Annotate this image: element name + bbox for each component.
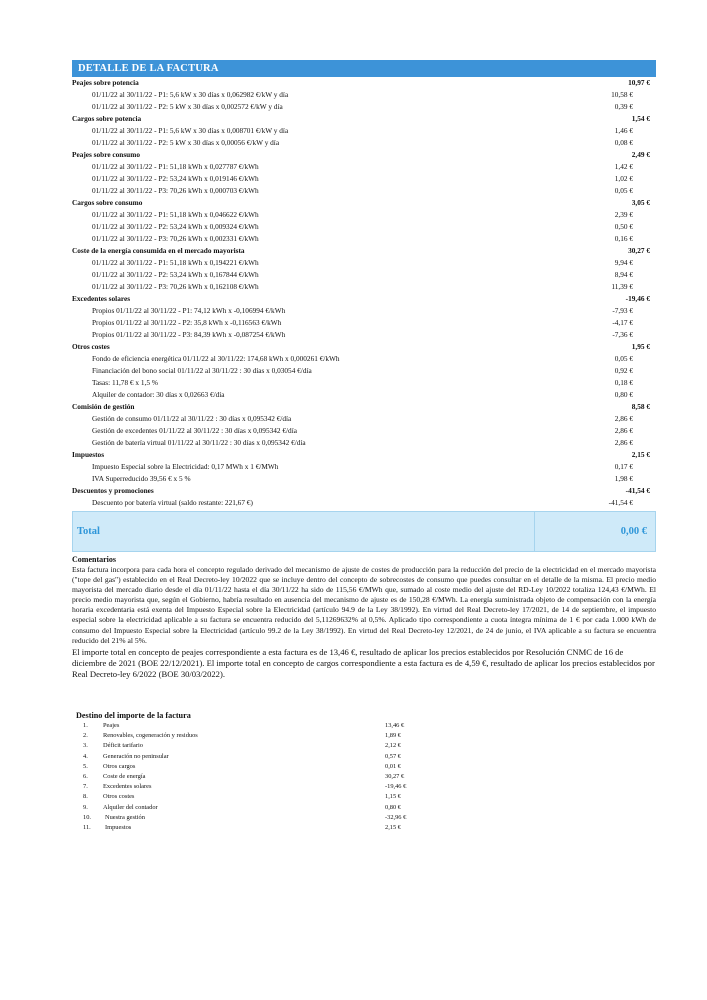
destination-number: 7. [83, 783, 88, 791]
destination-number: 11. [83, 823, 91, 831]
line-item-amount: 0,05 € [614, 186, 633, 195]
line-item-amount: -4,17 € [612, 318, 633, 327]
destination-value: 2,15 € [385, 823, 401, 831]
line-item-amount: 9,94 € [614, 258, 633, 267]
section-title: Peajes sobre consumo [72, 150, 140, 159]
line-item-label: Propios 01/11/22 al 30/11/22 - P2: 35,8 kWh x -0,116563 €/kWh [92, 318, 282, 327]
detail-header: DETALLE DE LA FACTURA [72, 60, 656, 77]
line-item-amount: 8,94 € [614, 270, 633, 279]
section-row [72, 293, 656, 305]
line-item-label: IVA Superreducido 39,56 € x 5 % [92, 474, 191, 483]
line-item [72, 257, 656, 269]
destination-item [76, 752, 416, 762]
destination-item [76, 782, 416, 792]
destination-number: 6. [83, 772, 88, 780]
line-item-label: 01/11/22 al 30/11/22 - P1: 51,18 kWh x 0,194221 €/kWh [92, 258, 259, 267]
line-item-amount: 0,08 € [614, 138, 633, 147]
line-item-label: Alquiler de contador: 30 días x 0,02663 €/día [92, 390, 225, 399]
section-title: Descuentos y promociones [72, 486, 154, 495]
destination-concept: Déficit tarifario [103, 742, 143, 750]
line-item [72, 233, 656, 245]
destination-value: -32,96 € [385, 813, 407, 821]
line-item [72, 161, 656, 173]
line-item-label: 01/11/22 al 30/11/22 - P1: 5,6 kW x 30 días x 0,062982 €/kW y día [92, 90, 289, 99]
destination-title: Destino del importe de la factura [76, 711, 191, 720]
section-row [72, 77, 656, 89]
line-item [72, 101, 656, 113]
destination-item [76, 772, 416, 782]
line-item-amount: -7,93 € [612, 306, 633, 315]
line-item-label: Tasas: 11,78 € x 1,5 % [92, 378, 158, 387]
line-item-amount: 10,58 € [611, 90, 633, 99]
destination-concept: Otros costes [103, 793, 135, 801]
line-item-amount: 0,39 € [614, 102, 633, 111]
section-amount: 30,27 € [628, 246, 650, 255]
line-item-label: 01/11/22 al 30/11/22 - P3: 70,26 kWh x 0,162108 €/kWh [92, 282, 259, 291]
line-item-label: 01/11/22 al 30/11/22 - P1: 5,6 kW x 30 días x 0,008701 €/kW y día [92, 126, 289, 135]
line-item-amount: 1,02 € [614, 174, 633, 183]
line-item-label: 01/11/22 al 30/11/22 - P3: 70,26 kWh x 0,002331 €/kWh [92, 234, 259, 243]
section-title: Coste de la energía consumida en el mercado mayorista [72, 246, 245, 255]
destination-number: 5. [83, 762, 88, 770]
destination-item [76, 731, 416, 741]
line-item-amount: 0,50 € [614, 222, 633, 231]
destination-item [76, 762, 416, 772]
line-item-amount: 2,86 € [614, 438, 633, 447]
destination-value: 0,01 € [385, 762, 401, 770]
line-item [72, 185, 656, 197]
destination-item [76, 721, 416, 731]
destination-value: 2,12 € [385, 742, 401, 750]
destination-number: 10. [83, 813, 91, 821]
section-row [72, 245, 656, 257]
destination-concept: Peajes [103, 722, 120, 729]
destination-value: 13,46 € [385, 722, 405, 729]
total-amount: 0,00 € [620, 526, 647, 537]
destination-number: 8. [83, 793, 88, 801]
section-title: Peajes sobre potencia [72, 78, 139, 87]
section-row [72, 341, 656, 353]
line-item-label: Descuento por batería virtual (saldo restante: 221,67 €) [92, 498, 253, 507]
line-item [72, 461, 656, 473]
section-amount: 10,97 € [628, 78, 650, 87]
line-item-label: 01/11/22 al 30/11/22 - P1: 51,18 kWh x 0,027787 €/kWh [92, 162, 259, 171]
line-item [72, 269, 656, 281]
line-item-amount: 2,86 € [614, 414, 633, 423]
section-amount: 2,15 € [631, 450, 650, 459]
line-item-label: Gestión de batería virtual 01/11/22 al 30/11/22 : 30 días x 0,095342 €/día [92, 438, 306, 447]
destination-number: 9. [83, 803, 88, 811]
line-item [72, 305, 656, 317]
section-amount: 2,49 € [631, 150, 650, 159]
destination-concept: Generación no peninsular [103, 752, 169, 760]
section-row [72, 197, 656, 209]
destination-concept: Renovables, cogeneración y residuos [103, 732, 198, 740]
destination-number: 1. [83, 722, 88, 729]
section-title: Cargos sobre potencia [72, 114, 142, 123]
line-item-label: Gestión de consumo 01/11/22 al 30/11/22 : 30 días x 0,095342 €/día [92, 414, 292, 423]
comments-note: El importe total en concepto de peajes correspondiente a esta factura es de 13,46 €, resultado de aplicar los precios establecidos por Resolución CNMC de 16 de diciembre de 2021 (BOE 22/12/2021). El importe total en concepto de cargos correspondiente a esta factura es de 4,59 €, resultado de aplicar los precios establecidos por Real Decreto-ley 6/2022 (BOE 30/03/2022). [72, 646, 655, 680]
line-item [72, 125, 656, 137]
section-title: Cargos sobre consumo [72, 198, 143, 207]
destination-concept: Nuestra gestión [105, 813, 145, 821]
line-item-label: Propios 01/11/22 al 30/11/22 - P3: 84,39 kWh x -0,087254 €/kWh [92, 330, 286, 339]
destination-value: 30,27 € [385, 772, 405, 780]
destination-value: 1,89 € [385, 732, 401, 740]
line-item-amount: 11,39 € [611, 282, 633, 291]
section-row [72, 401, 656, 413]
destination-number: 3. [83, 742, 88, 750]
line-item-label: 01/11/22 al 30/11/22 - P2: 53,24 kWh x 0,009324 €/kWh [92, 222, 259, 231]
line-item [72, 473, 656, 485]
destination-value: 0,57 € [385, 752, 401, 760]
line-item [72, 209, 656, 221]
comments-body: Esta factura incorpora para cada hora el concepto regulado derivado del mecanismo de ajuste de costes de producción para la reducción del precio de la electricidad en el mercado mayorista ("tope del gas") establecido en el Real Decreto-ley 10/2022 que se incluye dentro del concepto de sobrecostes de consumo que puedes consultar en el detalle de la misma. El precio medio mayorista del mercado diario desde el día 01/11/22 hasta el día 30/11/22 ha sido de 115,56 €/MWh que, sumado al coste medio del ajuste del RD-Ley 10/2022 totaliza 124,43 €/MWh. El precio medio mayorista que, según el Gobierno, habría resultado en ausencia del mecanismo de ajuste es de 150,28 €/MWh. La energía suministrada objeto de compensación con la energía horaria excedentaria está exenta del Impuesto Especial sobre la Electricidad (artículo 94.9 de la Ley 38/1992). En virtud del Real Decreto-ley 17/2021, de 14 de septiembre, el impuesto especial sobre la electricidad aplicable a su factura se encuentra reducido del 5,11269632% al 0,5%. Aplicado tipo correspondiente a cuota íntegra mínima de 1 € por cada 1.000 kWh de consumo del Impuesto Especial sobre la Electricidad (artículo 99.2 de la Ley 38/1992). En virtud del Real Decreto-ley 12/2021, de 24 de junio, el IVA aplicable a su factura se encuentra reducido del 21% al 5%. [72, 565, 656, 645]
line-item [72, 281, 656, 293]
section-amount: 3,05 € [631, 198, 650, 207]
line-item [72, 413, 656, 425]
line-item [72, 389, 656, 401]
line-item [72, 377, 656, 389]
section-amount: 1,54 € [631, 114, 650, 123]
line-item [72, 497, 656, 509]
section-title: Otros costes [72, 342, 110, 351]
line-item [72, 437, 656, 449]
destination-concept: Otros cargos [103, 762, 136, 770]
line-item-label: 01/11/22 al 30/11/22 - P2: 53,24 kWh x 0,019146 €/kWh [92, 174, 259, 183]
section-row [72, 149, 656, 161]
line-item-amount: 1,42 € [614, 162, 633, 171]
destination-concept: Coste de energía [103, 772, 146, 780]
destination-item [76, 792, 416, 802]
line-item-label: 01/11/22 al 30/11/22 - P2: 5 kW x 30 días x 0,002572 €/kW y día [92, 102, 283, 111]
line-item-amount: 1,46 € [614, 126, 633, 135]
section-title: Comisión de gestión [72, 402, 135, 411]
line-item-amount: -7,36 € [612, 330, 633, 339]
section-row [72, 485, 656, 497]
comments-title: Comentarios [72, 555, 116, 564]
line-item-amount: 0,05 € [614, 354, 633, 363]
line-item-label: 01/11/22 al 30/11/22 - P1: 51,18 kWh x 0,046622 €/kWh [92, 210, 259, 219]
line-item-label: 01/11/22 al 30/11/22 - P2: 5 kW x 30 días x 0,00056 €/kW y día [92, 138, 280, 147]
destination-number: 2. [83, 732, 88, 740]
line-item [72, 329, 656, 341]
line-item [72, 221, 656, 233]
destination-value: 0,80 € [385, 803, 401, 811]
section-title: Impuestos [72, 450, 105, 459]
destination-item [76, 803, 416, 813]
destination-value: -19,46 € [385, 783, 407, 791]
line-item-amount: 2,86 € [614, 426, 633, 435]
section-amount: 8,58 € [631, 402, 650, 411]
line-item [72, 317, 656, 329]
line-item [72, 89, 656, 101]
section-row [72, 113, 656, 125]
line-item-amount: 2,39 € [614, 210, 633, 219]
line-item-label: Impuesto Especial sobre la Electricidad: 0,17 MWh x 1 €/MWh [92, 462, 279, 471]
line-item-amount: 0,92 € [614, 366, 633, 375]
section-title: Excedentes solares [72, 294, 131, 303]
destination-concept: Excedentes solares [103, 783, 152, 791]
line-item-amount: 0,18 € [614, 378, 633, 387]
line-item-amount: -41,54 € [608, 498, 633, 507]
line-item [72, 173, 656, 185]
destination-item [76, 813, 416, 823]
line-item-label: 01/11/22 al 30/11/22 - P3: 70,26 kWh x 0,000703 €/kWh [92, 186, 259, 195]
line-item-amount: 0,17 € [614, 462, 633, 471]
section-row [72, 449, 656, 461]
line-item-label: 01/11/22 al 30/11/22 - P2: 53,24 kWh x 0,167844 €/kWh [92, 270, 259, 279]
line-item-amount: 0,80 € [614, 390, 633, 399]
line-item [72, 425, 656, 437]
destination-item [76, 823, 416, 833]
destination-concept: Alquiler del contador [103, 803, 158, 811]
destination-value: 1,15 € [385, 793, 401, 801]
total-label: Total [73, 512, 535, 551]
invoice-detail [72, 60, 656, 681]
line-item-label: Financiación del bono social 01/11/22 al 30/11/22 : 30 días x 0,03054 €/día [92, 366, 312, 375]
line-item-amount: 0,16 € [614, 234, 633, 243]
section-amount: -19,46 € [625, 294, 650, 303]
destination-concept: Impuestos [105, 823, 132, 831]
line-item-label: Propios 01/11/22 al 30/11/22 - P1: 74,12 kWh x -0,106994 €/kWh [92, 306, 286, 315]
destination-section [76, 710, 416, 833]
line-item [72, 137, 656, 149]
line-item-label: Gestión de excedentes 01/11/22 al 30/11/22 : 30 días x 0,095342 €/día [92, 426, 297, 435]
section-amount: 1,95 € [631, 342, 650, 351]
line-item [72, 353, 656, 365]
section-amount: -41,54 € [625, 486, 650, 495]
destination-list [76, 721, 416, 833]
line-item-amount: 1,98 € [614, 474, 633, 483]
total-row [72, 511, 656, 552]
destination-item [76, 741, 416, 751]
line-item [72, 365, 656, 377]
detail-table [72, 77, 656, 509]
line-item-label: Fondo de eficiencia energética 01/11/22 al 30/11/22: 174,68 kWh x 0,000261 €/kWh [92, 354, 340, 363]
destination-number: 4. [83, 752, 88, 760]
